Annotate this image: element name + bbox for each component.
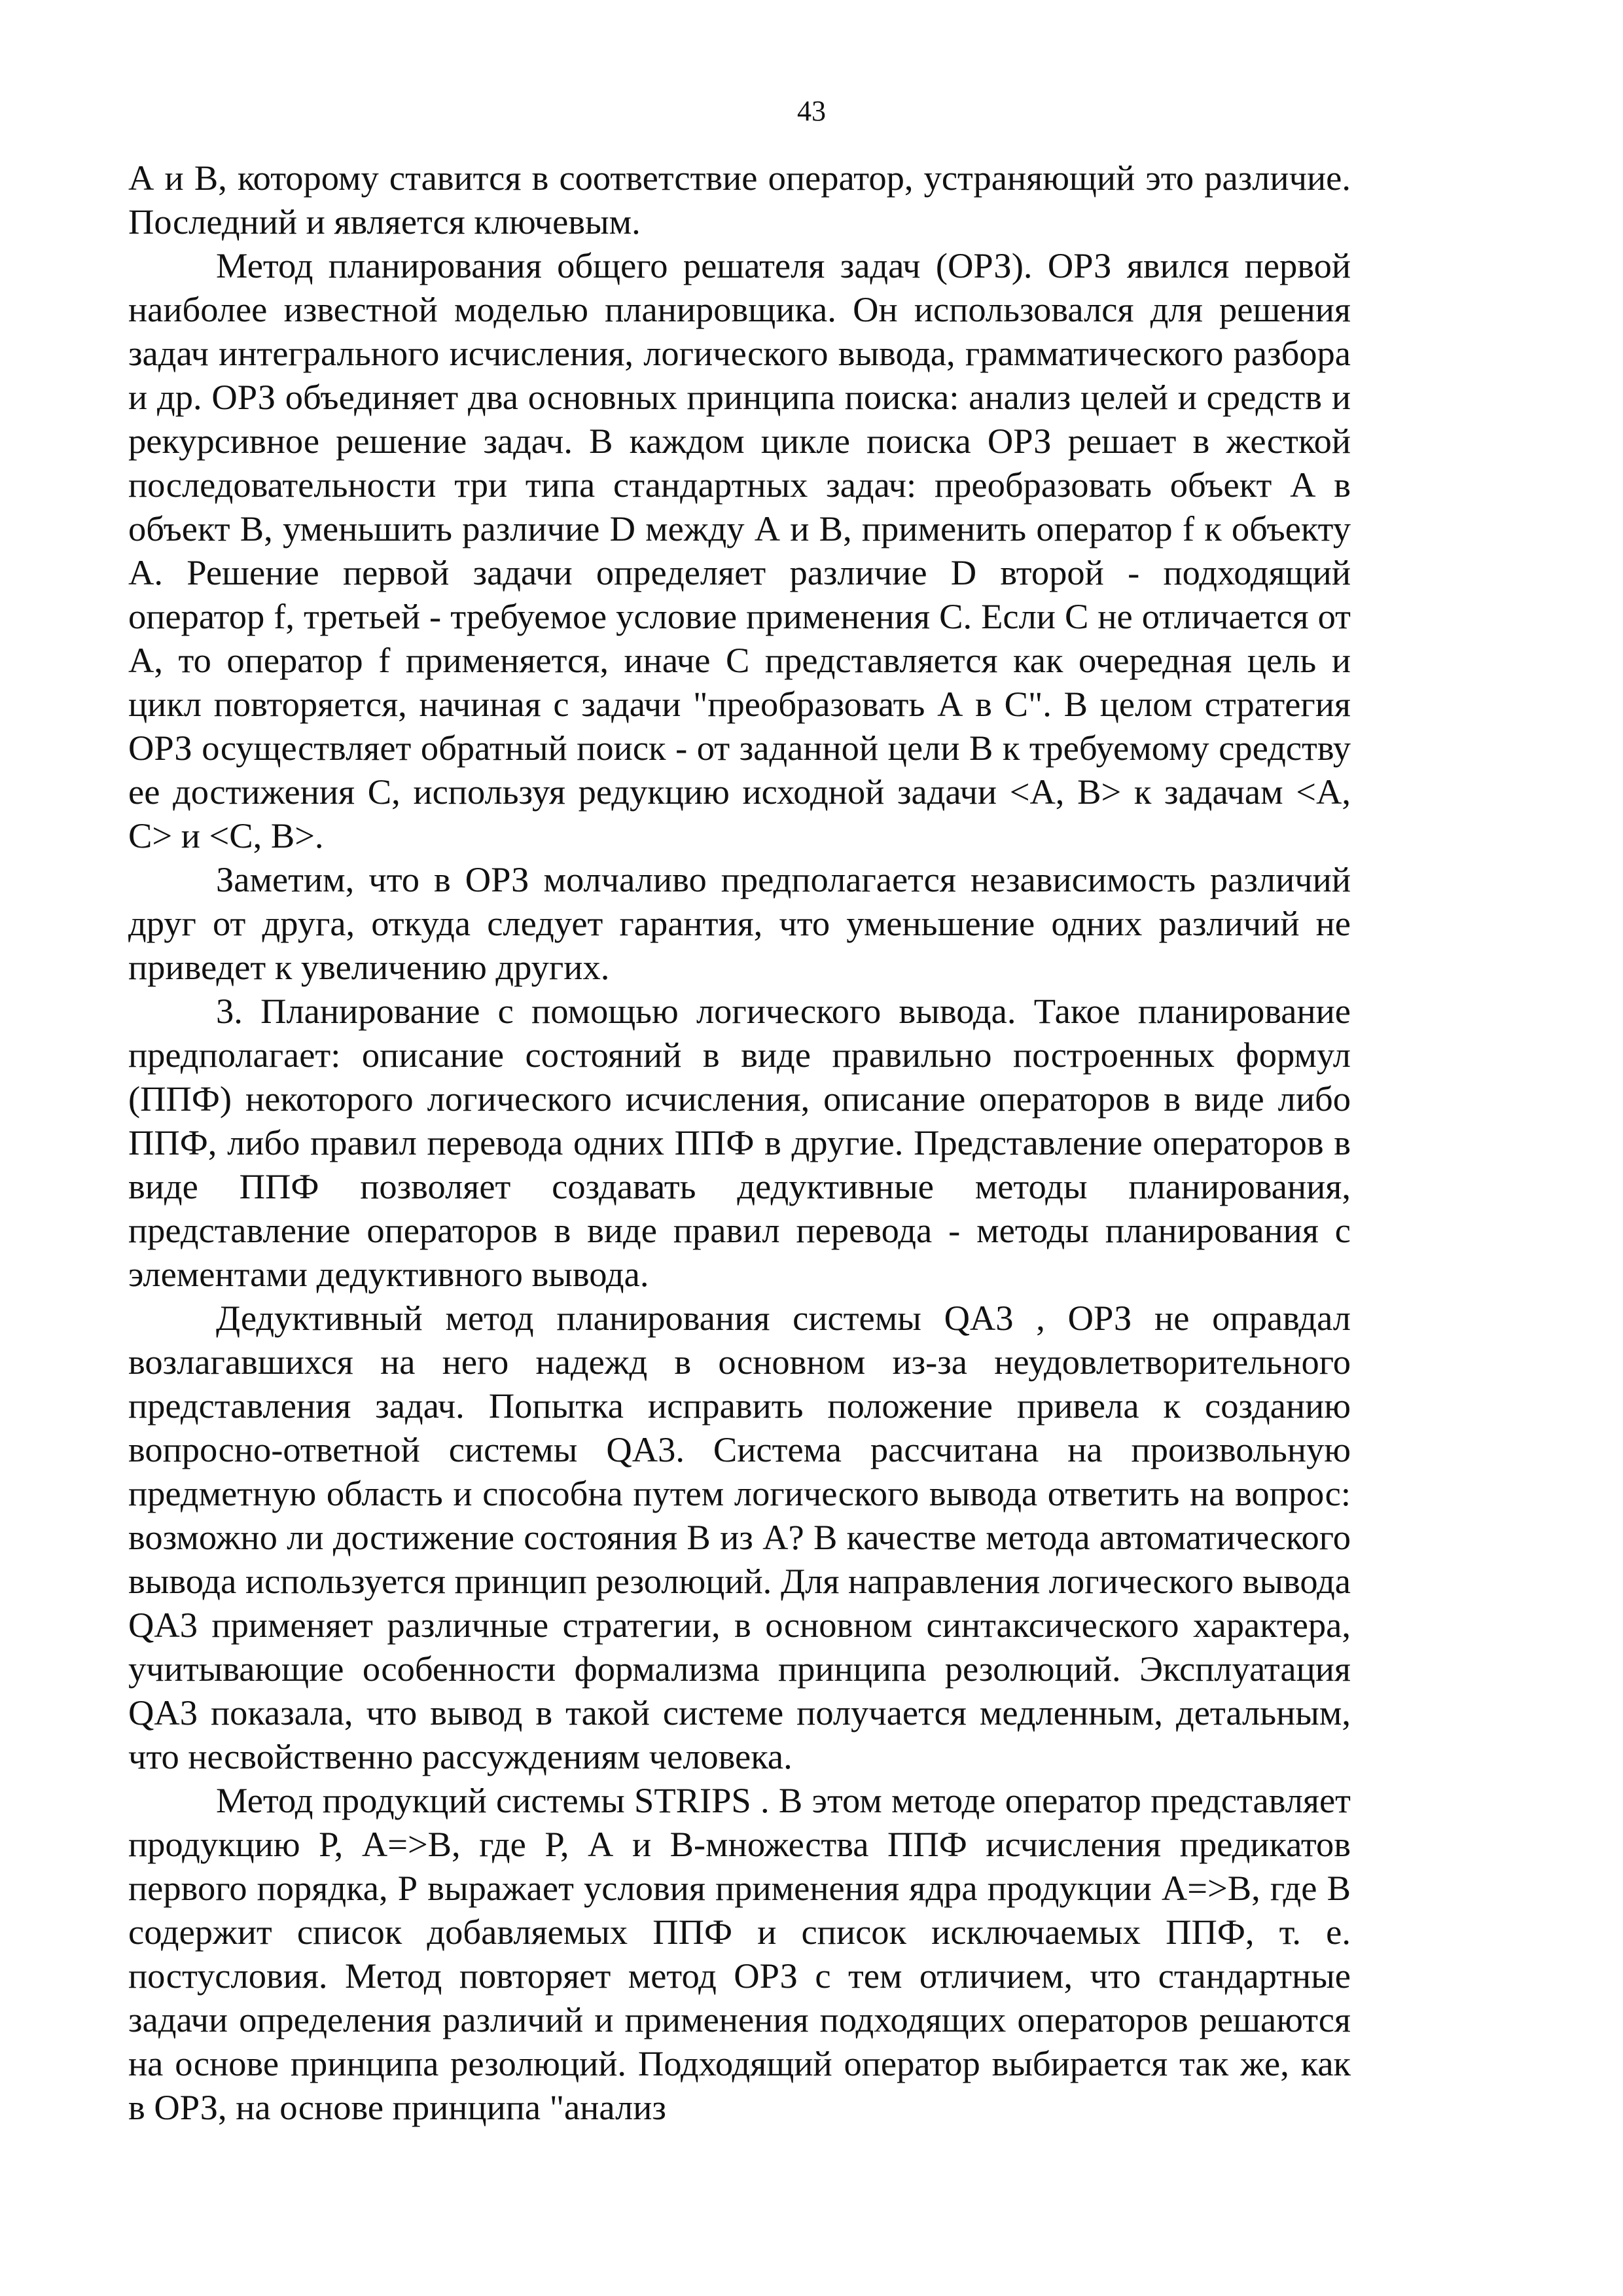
paragraph-qa3-method: Дедуктивный метод планирования системы QA3 , ОРЗ не оправдал возлагавшихся на него надежд в основном из-за неудовлетворительного представления задач. Попытка исправить положение привела к созданию вопросно-ответной системы QA3. Система рассчитана на произвольную предметную область и способна путем логического вывода ответить на вопрос: возможно ли достижение состояния В из А? В качестве метода автоматического вывода используется принцип резолюций. Для направления логического вывода QA3 применяет различные стратегии, в основном синтаксического характера, учитывающие особенности формализма принципа резолюций. Эксплуатация QA3 показала, что вывод в такой системе получается медленным, детальным, что несвойственно рассуждениям человека. xyxy=(128,1298,1351,1776)
page-number: 43 xyxy=(797,95,826,127)
paragraph-ops-planning-method: Метод планирования общего решателя задач (ОРЗ). ОРЗ явился первой наиболее известной моделью планировщика. Он использовался для решения задач интегрального исчисления, логического вывода, грамматического разбора и др. ОРЗ объединяет два основных принципа поиска: анализ целей и средств и рекурсивное решение задач. В каждом цикле поиска ОРЗ решает в жесткой последовательности три типа стандартных задач: преобразовать объект А в объект В, уменьшить различие D между А и В, применить оператор f к объекту А. Решение первой задачи определяет различие D второй - подходящий оператор f, третьей - требуемое условие применения С. Если С не отличается от А, то оператор f применяется, иначе С представляется как очередная цель и цикл повторяется, начиная с задачи "преобразовать А в С". В целом стратегия ОРЗ осуществляет обратный поиск - от заданной цели В к требуемому средству ее достижения С, используя редукцию исходной задачи <А, В> к задачам <А, С> и <С, В>. xyxy=(128,245,1351,855)
paragraph-continuation: А и В, которому ставится в соответствие оператор, устраняющий это различие. Последний и является ключевым. xyxy=(128,158,1351,242)
body-text xyxy=(128,156,1351,2129)
paragraph-logical-inference-planning: 3. Планирование с помощью логического вывода. Такое планирование предполагает: описание состояний в виде правильно построенных формул (ППФ) некоторого логического исчисления, описание операторов в виде либо ППФ, либо правил перевода одних ППФ в другие. Представление операторов в виде ППФ позволяет создавать дедуктивные методы планирования, представление операторов в виде правил перевода - методы планирования с элементами дедуктивного вывода. xyxy=(128,991,1351,1294)
paragraph-strips-method: Метод продукций системы STRIPS . В этом методе оператор представляет продукцию Р, А=>В, где Р, А и В-множества ППФ исчисления предикатов первого порядка, Р выражает условия применения ядра продукции А=>В, где В содержит список добавляемых ППФ и список исключаемых ППФ, т. е. постусловия. Метод повторяет метод ОРЗ с тем отличием, что стандартные задачи определения различий и применения подходящих операторов решаются на основе принципа резолюций. Подходящий оператор выбирается так же, как в ОРЗ, на основе принципа "анализ xyxy=(128,1780,1351,2127)
paragraph-independence-note: Заметим, что в ОРЗ молчаливо предполагается независимость различий друг от друга, откуда следует гарантия, что уменьшение одних различий не приведет к увеличению других. xyxy=(128,859,1351,987)
